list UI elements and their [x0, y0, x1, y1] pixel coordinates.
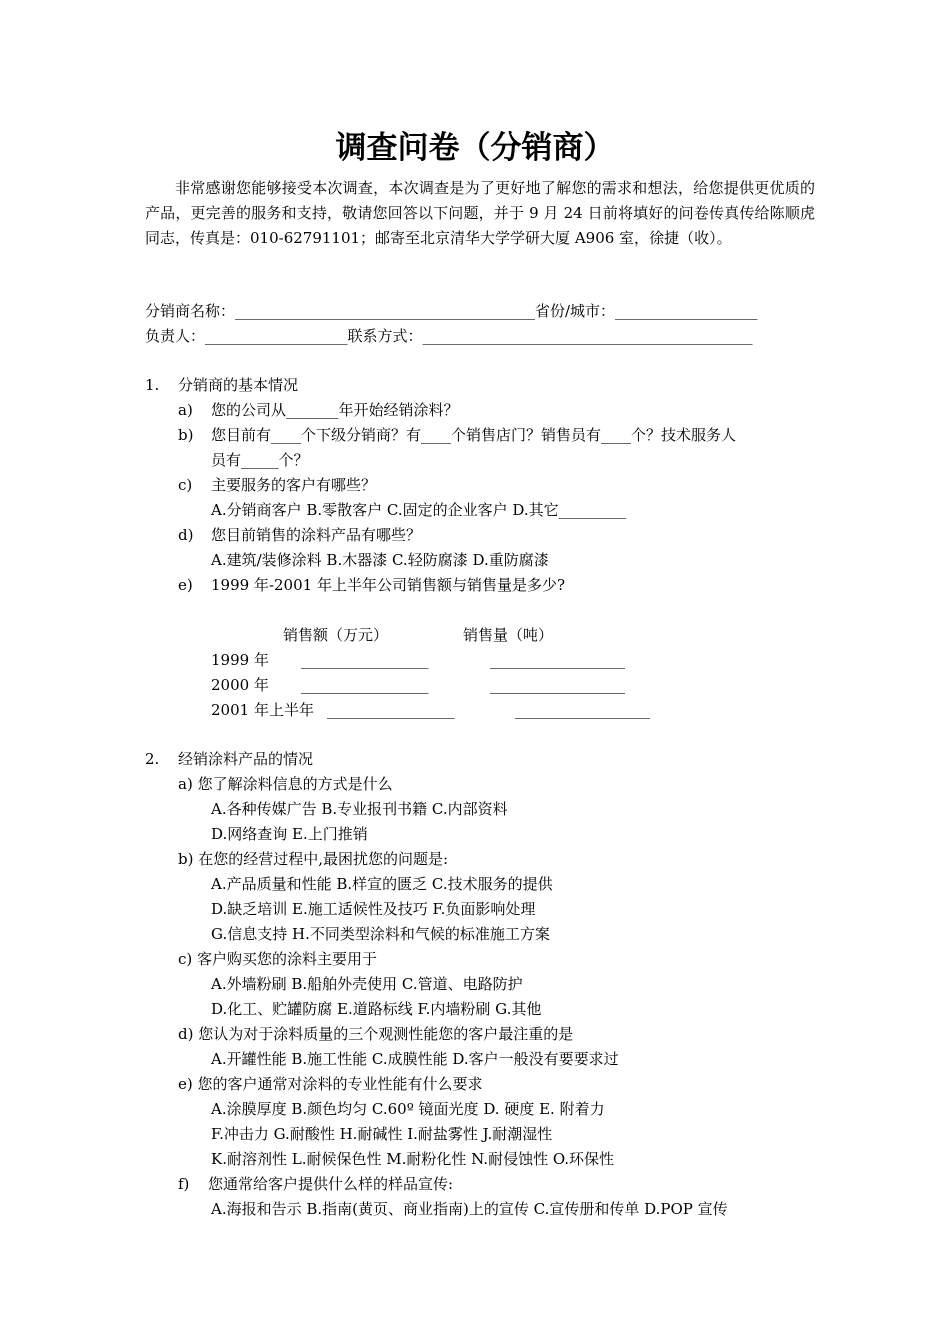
table-header: 销售额（万元）: [283, 626, 389, 644]
contact-field[interactable]: 负责人：___________________联系方式：____________________________________________: [145, 327, 753, 345]
distributor-name-field[interactable]: 分销商名称：________________________________________省份/城市：___________________: [145, 302, 758, 320]
sales-amount-blank[interactable]: _________________: [301, 676, 429, 694]
question-text: 主要服务的客户有哪些？: [211, 476, 377, 494]
question-text: 1999 年-2001 年上半年公司销售额与销售量是多少?: [211, 576, 565, 594]
sales-volume-blank[interactable]: __________________: [490, 676, 625, 694]
intro-text: 非常感谢您能够接受本次调查，本次调查是为了更好地了解您的需求和想法，给您提: [175, 179, 739, 197]
page-title: 调查问卷（分销商）: [335, 130, 615, 166]
answer-options[interactable]: K.耐溶剂性 L.耐候保色性 M.耐粉化性 N.耐侵蚀性 O.环保性: [211, 1150, 615, 1168]
sales-amount-blank[interactable]: _________________: [301, 651, 429, 669]
section-heading: 分销商的基本情况: [178, 376, 299, 394]
intro-text: 徐捷（收）。: [649, 229, 732, 247]
answer-options[interactable]: F.冲击力 G.耐酸性 H.耐碱性 I.耐盐雾性 J.耐潮湿性: [211, 1125, 553, 1143]
section-heading: 经销涂料产品的情况: [178, 750, 314, 768]
answer-options[interactable]: D.化工、贮罐防腐 E.道路标线 F.内墙粉刷 G.其他: [211, 1000, 542, 1018]
section-number: 1.: [145, 376, 160, 394]
answer-options[interactable]: A.产品质量和性能 B.样宣的匮乏 C.技术服务的提供: [211, 875, 553, 893]
question-label: a): [178, 401, 193, 419]
question-text: c) 客户购买您的涂料主要用于: [178, 950, 378, 968]
question-label: e): [178, 576, 193, 594]
answer-options[interactable]: A.建筑/装修涂料 B.木器漆 C.轻防腐漆 D.重防腐漆: [211, 551, 549, 569]
answer-options[interactable]: D.缺乏培训 E.施工适候性及技巧 F.负面影响处理: [211, 900, 536, 918]
table-row-label: 1999 年: [211, 651, 269, 669]
question-label: f): [178, 1175, 190, 1193]
answer-options[interactable]: D.网络查询 E.上门推销: [211, 825, 368, 843]
question-text: 您的公司从_______年开始经销涂料？: [211, 401, 459, 419]
sales-volume-blank[interactable]: __________________: [490, 651, 625, 669]
question-text: 您通常给客户提供什么样的样品宣传:: [208, 1175, 454, 1193]
table-row-label: 2001 年上半年: [211, 701, 314, 719]
intro-paragraph: [145, 176, 815, 251]
answer-options[interactable]: A.各种传媒广告 B.专业报刊书籍 C.内部资料: [211, 800, 508, 818]
intro-text: 问卷传真传给陈顺虎同志，传真是：010-62791101；邮寄至北京清华大学学研大厦 A906 室，: [145, 204, 815, 247]
sales-amount-blank[interactable]: _________________: [327, 701, 455, 719]
answer-options[interactable]: G.信息支持 H.不同类型涂料和气候的标准施工方案: [211, 925, 550, 943]
question-text: 您目前有____个下级分销商？有____个销售店门？销售员有____个？技术服务人: [211, 426, 737, 444]
question-text: 您目前销售的涂料产品有哪些？: [211, 526, 422, 544]
question-label: d): [178, 526, 194, 544]
answer-options[interactable]: A.外墙粉刷 B.船舶外壳使用 C.管道、电路防护: [211, 975, 523, 993]
answer-options[interactable]: A.分销商客户 B.零散客户 C.固定的企业客户 D.其它_________: [211, 501, 627, 519]
answer-options[interactable]: A.海报和告示 B.指南(黄页、商业指南)上的宣传 C.宣传册和传单 D.POP 宣传: [211, 1200, 728, 1218]
question-label: c): [178, 476, 193, 494]
intro-text: 供更优质的产品，更完善的服务和支持，敬请您回答以下问题，并于 9 月 24 日前将填好的: [145, 179, 815, 222]
answer-options[interactable]: A.涂膜厚度 B.颜色均匀 C.60º 镜面光度 D. 硬度 E. 附着力: [211, 1100, 605, 1118]
question-label: b): [178, 426, 194, 444]
question-text: a) 您了解涂料信息的方式是什么: [178, 775, 393, 793]
question-text: b) 在您的经营过程中,最困扰您的问题是:: [178, 850, 449, 868]
answer-options[interactable]: A.开罐性能 B.施工性能 C.成膜性能 D.客户一般没有要要求过: [211, 1050, 619, 1068]
table-row-label: 2000 年: [211, 676, 269, 694]
sales-volume-blank[interactable]: __________________: [515, 701, 650, 719]
section-number: 2.: [145, 750, 160, 768]
question-text: e) 您的客户通常对涂料的专业性能有什么要求: [178, 1075, 483, 1093]
question-text: 员有_____个？: [211, 451, 309, 469]
table-header: 销售量（吨）: [463, 626, 554, 644]
question-text: d) 您认为对于涂料质量的三个观测性能您的客户最注重的是: [178, 1025, 574, 1043]
